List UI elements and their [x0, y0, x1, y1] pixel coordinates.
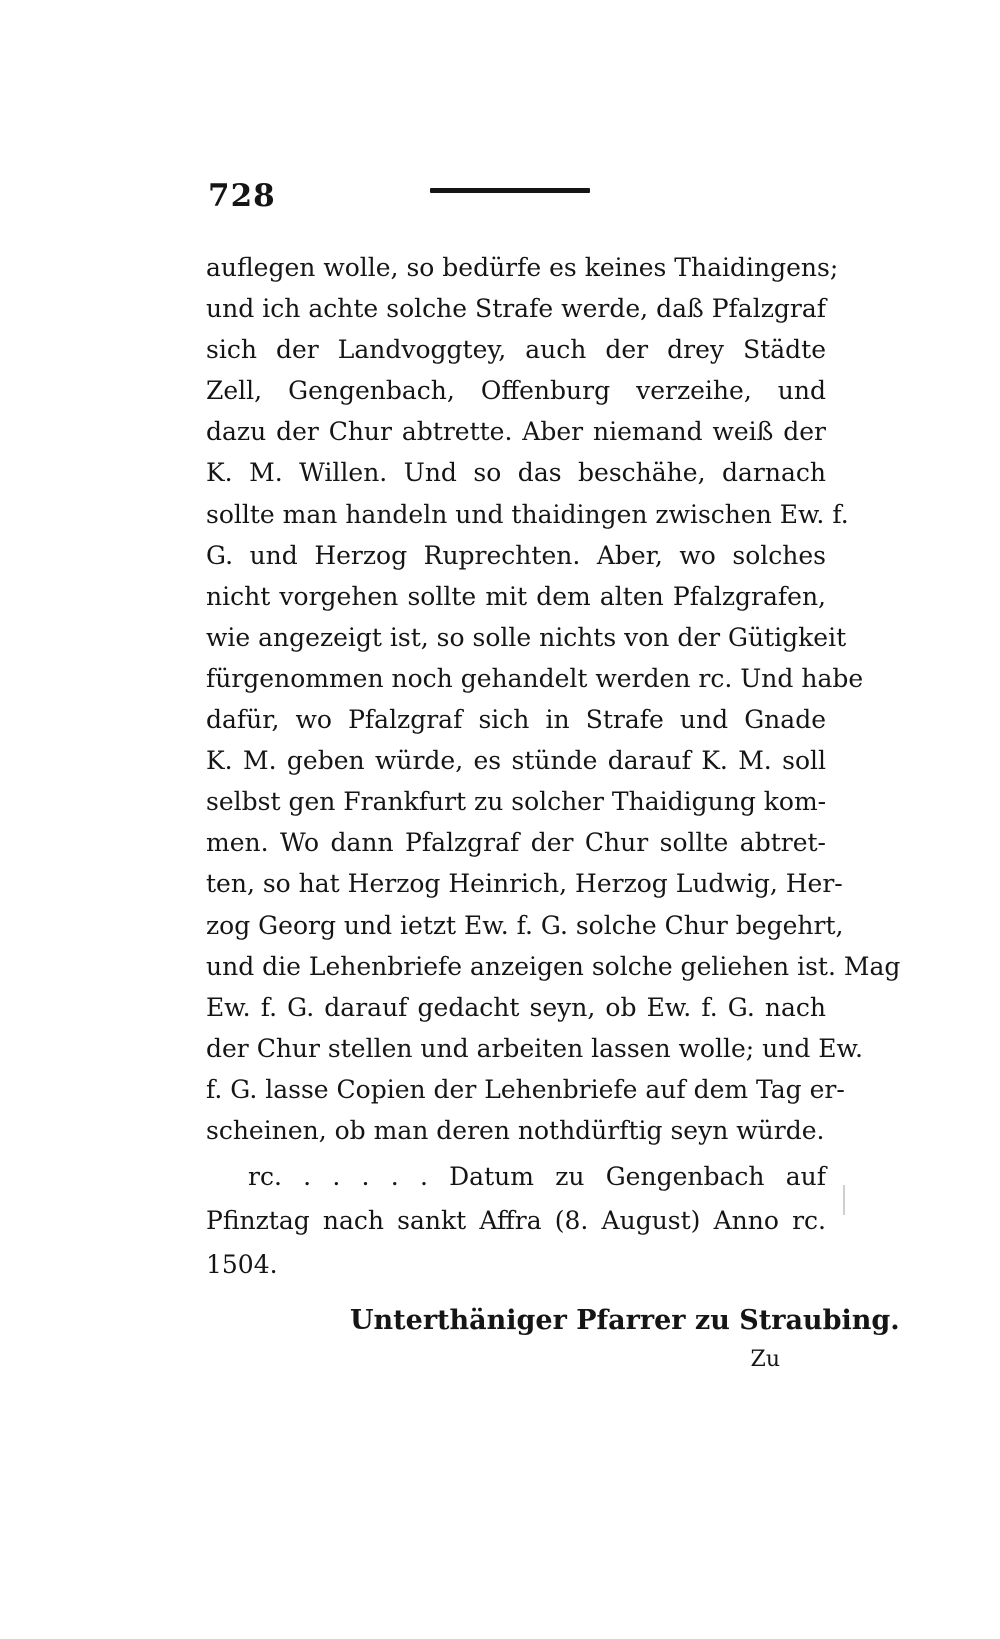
text-line: auflegen wolle, so bedürfe es keines Thaidingens;	[206, 253, 839, 282]
text-line: zog Georg und ietzt Ew. f. G. solche Chur begehrt,	[206, 910, 844, 940]
text-line: dazu der Chur abtrette. Aber niemand weiß der	[206, 417, 826, 447]
text-line: und ich achte solche Strafe werde, daß Pfalzgraf	[206, 294, 826, 324]
text-line: Ew. f. G. darauf gedacht seyn, ob Ew. f. G. nach	[206, 992, 826, 1022]
date-line: 1504.	[206, 1250, 278, 1279]
text-line: K. M. Willen. Und so das beschähe, darnach	[206, 458, 826, 488]
text-line: Zell, Gengenbach, Offenburg verzeihe, und	[206, 376, 826, 406]
date-line: rc. . . . . . Datum zu Gengenbach auf	[248, 1162, 826, 1191]
text-line: G. und Herzog Ruprechten. Aber, wo solches	[206, 540, 826, 570]
text-line: dafür, wo Pfalzgraf sich in Strafe und Gnade	[206, 705, 826, 735]
text-line: sollte man handeln und thaidingen zwischen Ew. f.	[206, 499, 849, 529]
catchword: Zu	[750, 1347, 780, 1372]
signature: Unterthäniger Pfarrer zu Straubing.	[350, 1305, 900, 1336]
header-rule	[430, 188, 590, 193]
page-header	[208, 176, 828, 226]
date-block	[206, 1155, 826, 1287]
text-line: fürgenommen noch gehandelt werden rc. Und habe	[206, 663, 864, 693]
text-line: men. Wo dann Pfalzgraf der Chur sollte abtret-	[206, 828, 826, 858]
letter-body	[206, 247, 901, 1151]
text-line: scheinen, ob man deren nothdürftig seyn würde.	[206, 1115, 825, 1145]
text-line: ten, so hat Herzog Heinrich, Herzog Ludwig, Her-	[206, 869, 843, 899]
text-line: sich der Landvoggtey, auch der drey Städte	[206, 335, 826, 365]
margin-mark	[843, 1185, 845, 1215]
text-line: der Chur stellen und arbeiten lassen wolle; und Ew.	[206, 1033, 863, 1063]
text-line: wie angezeigt ist, so solle nichts von der Gütigkeit	[206, 622, 847, 652]
page-number: 728	[208, 178, 276, 214]
text-line: f. G. lasse Copien der Lehenbriefe auf dem Tag er-	[206, 1074, 845, 1104]
text-line: und die Lehenbriefe anzeigen solche geliehen ist. Mag	[206, 951, 901, 981]
text-line: K. M. geben würde, es stünde darauf K. M. soll	[206, 746, 826, 776]
text-line: nicht vorgehen sollte mit dem alten Pfalzgrafen,	[206, 581, 826, 611]
text-line: selbst gen Frankfurt zu solcher Thaidigung kom-	[206, 787, 827, 817]
date-line: Pfinztag nach sankt Affra (8. August) Anno rc.	[206, 1206, 826, 1235]
